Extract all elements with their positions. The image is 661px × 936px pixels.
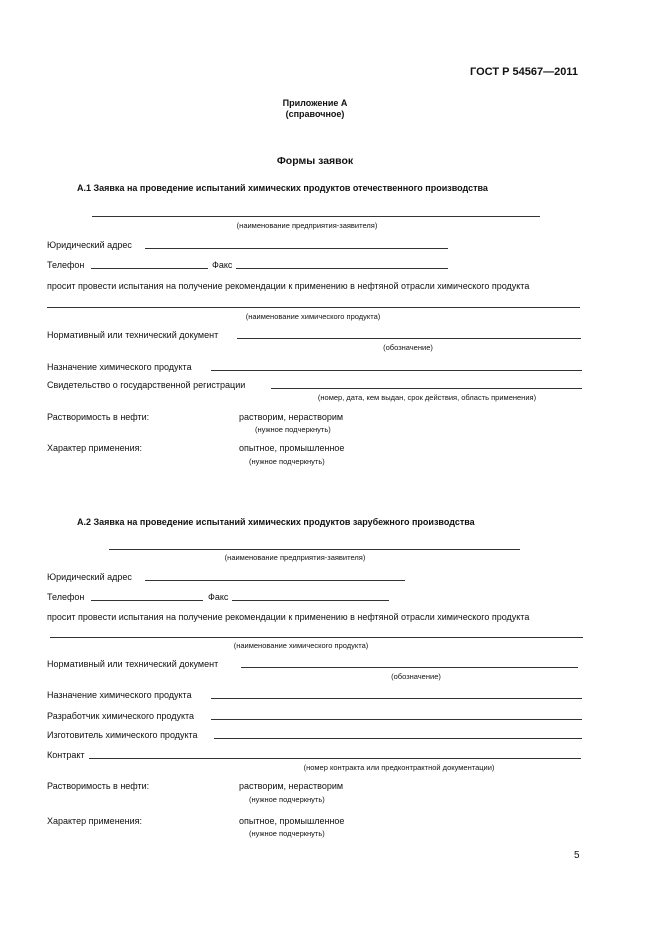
- a1-application-options[interactable]: опытное, промышленное: [239, 443, 345, 453]
- a1-normative-doc-line[interactable]: [237, 338, 581, 339]
- a2-solubility-label: Растворимость в нефти:: [47, 781, 150, 791]
- a1-certificate-caption: (номер, дата, кем выдан, срок действия, область применения): [317, 393, 537, 402]
- a1-legal-address-line[interactable]: [145, 248, 448, 249]
- a1-phone-label: Телефон: [47, 260, 85, 270]
- appendix-subtitle: (справочное): [285, 109, 345, 119]
- a1-purpose-line[interactable]: [211, 370, 582, 371]
- a2-normative-doc-label: Нормативный или технический документ: [47, 659, 219, 669]
- appendix-title: Приложение А: [282, 98, 348, 108]
- a1-heading: А.1 Заявка на проведение испытаний химических продуктов отечественного производства: [77, 183, 488, 193]
- a1-application-note: (нужное подчеркнуть): [249, 457, 325, 466]
- a1-normative-doc-label: Нормативный или технический документ: [47, 330, 219, 340]
- a1-solubility-note: (нужное подчеркнуть): [255, 425, 331, 434]
- a1-certificate-label: Свидетельство о государственной регистрации: [47, 380, 246, 390]
- a1-solubility-options[interactable]: растворим, нерастворим: [239, 412, 344, 422]
- a2-heading: А.2 Заявка на проведение испытаний химических продуктов зарубежного производства: [77, 517, 475, 527]
- a1-designation-caption: (обозначение): [383, 343, 433, 352]
- a2-designation-caption: (обозначение): [391, 672, 441, 681]
- a2-application-options[interactable]: опытное, промышленное: [239, 816, 345, 826]
- a2-normative-doc-line[interactable]: [241, 667, 578, 668]
- a2-purpose-line[interactable]: [211, 698, 582, 699]
- forms-title: Формы заявок: [276, 155, 354, 167]
- a2-manufacturer-line[interactable]: [214, 738, 582, 739]
- a2-application-label: Характер применения:: [47, 816, 143, 826]
- a2-phone-label: Телефон: [47, 592, 85, 602]
- a1-product-line[interactable]: [47, 307, 580, 308]
- a1-request-text: просит провести испытания на получение рекомендации к применению в нефтяной отрасли химического продукта: [47, 281, 530, 291]
- a1-applicant-caption: (наименование предприятия-заявителя): [236, 221, 378, 230]
- a2-manufacturer-label: Изготовитель химического продукта: [47, 730, 198, 740]
- a2-request-text: просит провести испытания на получение рекомендации к применению в нефтяной отрасли химического продукта: [47, 612, 530, 622]
- a1-legal-address-label: Юридический адрес: [47, 240, 132, 250]
- a1-purpose-label: Назначение химического продукта: [47, 362, 192, 372]
- a2-fax-label: Факс: [208, 592, 229, 602]
- standard-number: ГОСТ Р 54567—2011: [470, 66, 578, 78]
- a1-certificate-line[interactable]: [271, 388, 582, 389]
- a1-fax-line[interactable]: [236, 268, 448, 269]
- a2-applicant-line[interactable]: [109, 549, 520, 550]
- a1-applicant-line[interactable]: [92, 216, 540, 217]
- a2-contract-line[interactable]: [89, 758, 581, 759]
- page-number: 5: [574, 850, 580, 861]
- a2-product-line[interactable]: [50, 637, 583, 638]
- a1-application-label: Характер применения:: [47, 443, 143, 453]
- a2-fax-line[interactable]: [232, 600, 389, 601]
- a2-legal-address-label: Юридический адрес: [47, 572, 132, 582]
- a2-phone-line[interactable]: [91, 600, 203, 601]
- a2-solubility-note: (нужное подчеркнуть): [249, 795, 325, 804]
- a1-product-caption: (наименование химического продукта): [245, 312, 381, 321]
- a2-contract-label: Контракт: [47, 750, 85, 760]
- a2-developer-line[interactable]: [211, 719, 582, 720]
- a2-product-caption: (наименование химического продукта): [233, 641, 369, 650]
- a2-legal-address-line[interactable]: [145, 580, 405, 581]
- a2-developer-label: Разработчик химического продукта: [47, 711, 195, 721]
- a2-application-note: (нужное подчеркнуть): [249, 829, 325, 838]
- a1-fax-label: Факс: [212, 260, 233, 270]
- a2-purpose-label: Назначение химического продукта: [47, 690, 192, 700]
- a2-applicant-caption: (наименование предприятия-заявителя): [224, 553, 366, 562]
- a1-solubility-label: Растворимость в нефти:: [47, 412, 150, 422]
- a1-phone-line[interactable]: [91, 268, 208, 269]
- a2-solubility-options[interactable]: растворим, нерастворим: [239, 781, 344, 791]
- a2-contract-caption: (номер контракта или предконтрактной документации): [303, 763, 495, 772]
